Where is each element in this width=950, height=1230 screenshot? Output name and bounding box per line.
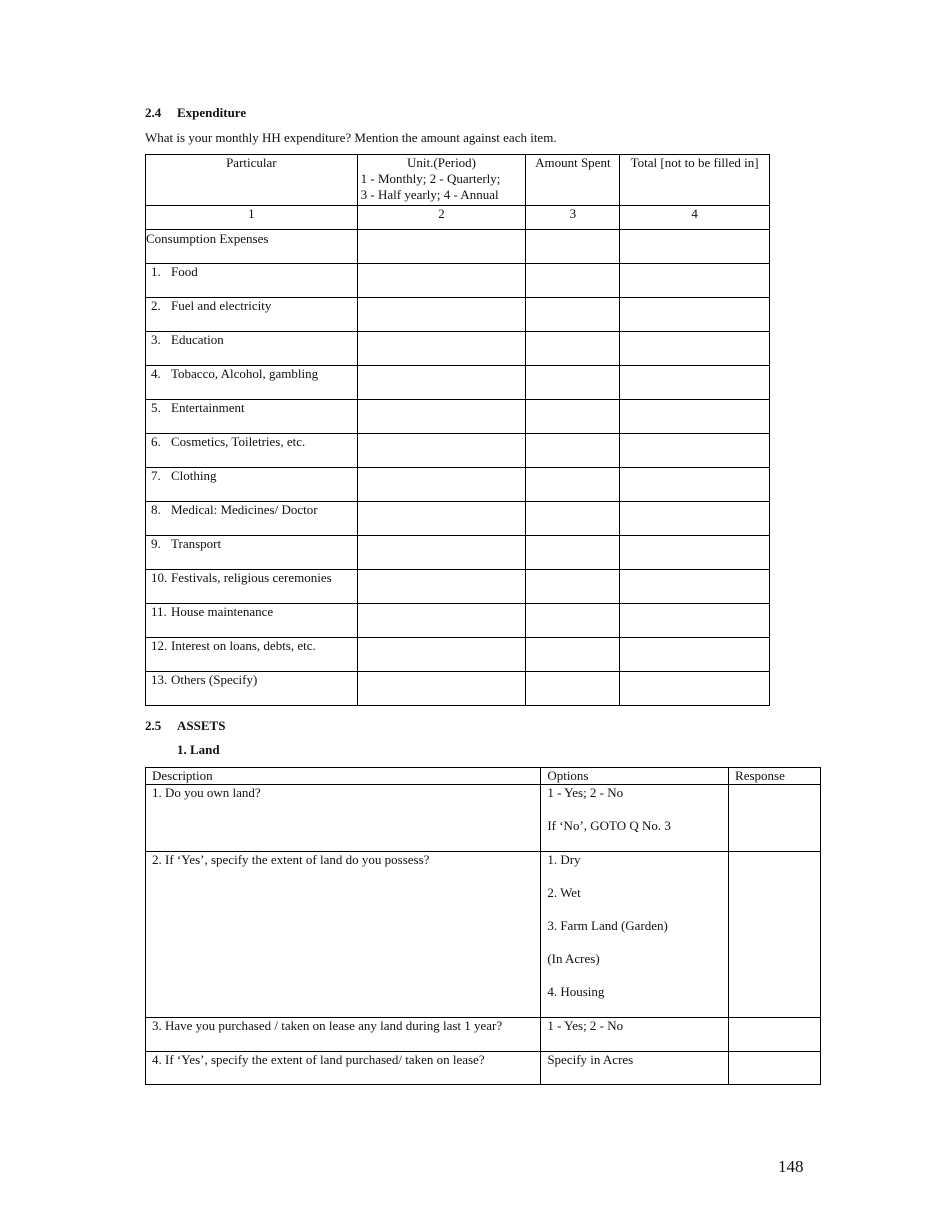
total-cell xyxy=(620,502,770,536)
unit-cell[interactable] xyxy=(357,400,526,434)
unit-cell[interactable] xyxy=(357,536,526,570)
item-label xyxy=(146,536,358,570)
item-label xyxy=(146,502,358,536)
total-cell xyxy=(620,264,770,298)
item-text: Education xyxy=(171,332,224,347)
question-options xyxy=(541,1018,729,1052)
option-line: (In Acres) xyxy=(547,951,600,966)
item-number: 1. xyxy=(151,264,161,279)
item-label xyxy=(146,604,358,638)
column-header-options: Options xyxy=(541,768,729,785)
unit-cell[interactable] xyxy=(357,672,526,706)
question-options xyxy=(541,852,729,1018)
total-cell xyxy=(620,400,770,434)
item-label xyxy=(146,366,358,400)
amount-cell[interactable] xyxy=(526,434,620,468)
table-row xyxy=(146,400,770,434)
amount-cell[interactable] xyxy=(526,230,620,264)
item-number: 9. xyxy=(151,536,161,551)
item-text: Medical: Medicines/ Doctor xyxy=(171,502,318,517)
total-cell xyxy=(620,604,770,638)
item-number: 3. xyxy=(151,332,161,347)
item-number: 11. xyxy=(151,604,167,619)
amount-cell[interactable] xyxy=(526,366,620,400)
total-cell xyxy=(620,638,770,672)
unit-options-line: 1 - Monthly; 2 - Quarterly; xyxy=(360,171,501,186)
unit-options-line: 3 - Half yearly; 4 - Annual xyxy=(360,187,499,202)
item-number: 7. xyxy=(151,468,161,483)
column-number: 4 xyxy=(620,206,770,230)
column-header-amount: Amount Spent xyxy=(526,155,620,206)
column-number-row xyxy=(146,206,770,230)
item-number: 12. xyxy=(151,638,168,653)
table-row xyxy=(146,366,770,400)
question-description: 3. Have you purchased / taken on lease any land during last 1 year? xyxy=(146,1018,541,1052)
question-description: 2. If ‘Yes’, specify the extent of land do you possess? xyxy=(146,852,541,1018)
item-text: Interest on loans, debts, etc. xyxy=(171,638,316,653)
unit-cell[interactable] xyxy=(357,298,526,332)
amount-cell[interactable] xyxy=(526,536,620,570)
unit-cell[interactable] xyxy=(357,366,526,400)
option-line: 3. Farm Land (Garden) xyxy=(547,918,668,933)
section-heading-expenditure xyxy=(145,105,246,121)
item-label xyxy=(146,570,358,604)
table-row xyxy=(146,852,821,1018)
group-label: Consumption Expenses xyxy=(146,230,358,264)
item-label xyxy=(146,434,358,468)
total-cell xyxy=(620,298,770,332)
item-text: Transport xyxy=(171,536,222,551)
item-label xyxy=(146,298,358,332)
subsection-heading-land: 1. Land xyxy=(177,742,220,757)
unit-cell[interactable] xyxy=(357,230,526,264)
item-label xyxy=(146,264,358,298)
section-number: 2.4 xyxy=(145,105,162,120)
question-description: 4. If ‘Yes’, specify the extent of land purchased/ taken on lease? xyxy=(146,1052,541,1085)
column-header-particular: Particular xyxy=(146,155,358,206)
unit-cell[interactable] xyxy=(357,604,526,638)
amount-cell[interactable] xyxy=(526,400,620,434)
table-row xyxy=(146,785,821,852)
table-header-row xyxy=(146,155,770,206)
expenditure-question: What is your monthly HH expenditure? Mention the amount against each item. xyxy=(145,130,557,145)
item-label xyxy=(146,332,358,366)
total-cell xyxy=(620,366,770,400)
unit-cell[interactable] xyxy=(357,638,526,672)
total-cell xyxy=(620,536,770,570)
item-text: Fuel and electricity xyxy=(171,298,272,313)
amount-cell[interactable] xyxy=(526,332,620,366)
group-row xyxy=(146,230,770,264)
table-row xyxy=(146,264,770,298)
table-header-row xyxy=(146,768,821,785)
amount-cell[interactable] xyxy=(526,604,620,638)
unit-cell[interactable] xyxy=(357,502,526,536)
option-line: 1 - Yes; 2 - No xyxy=(547,785,624,800)
total-cell xyxy=(620,332,770,366)
table-row xyxy=(146,502,770,536)
column-number: 1 xyxy=(146,206,358,230)
unit-cell[interactable] xyxy=(357,570,526,604)
response-cell[interactable] xyxy=(729,1018,821,1052)
total-cell xyxy=(620,230,770,264)
unit-cell[interactable] xyxy=(357,468,526,502)
total-cell xyxy=(620,672,770,706)
table-row xyxy=(146,1052,821,1085)
item-label xyxy=(146,400,358,434)
option-line: Specify in Acres xyxy=(547,1052,634,1067)
unit-cell[interactable] xyxy=(357,264,526,298)
question-options xyxy=(541,785,729,852)
section-heading-assets xyxy=(145,718,225,734)
amount-cell[interactable] xyxy=(526,570,620,604)
item-text: Tobacco, Alcohol, gambling xyxy=(171,366,319,381)
response-cell[interactable] xyxy=(729,852,821,1018)
column-number: 2 xyxy=(357,206,526,230)
response-cell[interactable] xyxy=(729,1052,821,1085)
option-line: If ‘No’, GOTO Q No. 3 xyxy=(547,818,671,833)
item-text: Others (Specify) xyxy=(171,672,258,687)
item-text: Festivals, religious ceremonies xyxy=(171,570,332,585)
table-row xyxy=(146,570,770,604)
column-header-total: Total [not to be filled in] xyxy=(620,155,770,206)
question-description: 1. Do you own land? xyxy=(146,785,541,852)
land-table xyxy=(145,767,821,1085)
total-cell xyxy=(620,570,770,604)
response-cell[interactable] xyxy=(729,785,821,852)
section-title: ASSETS xyxy=(177,718,226,733)
section-title: Expenditure xyxy=(177,105,247,120)
item-label xyxy=(146,672,358,706)
amount-cell[interactable] xyxy=(526,298,620,332)
item-number: 13. xyxy=(151,672,168,687)
item-number: 5. xyxy=(151,400,161,415)
table-row xyxy=(146,638,770,672)
item-text: Entertainment xyxy=(171,400,245,415)
table-row xyxy=(146,332,770,366)
amount-cell[interactable] xyxy=(526,502,620,536)
option-line: 4. Housing xyxy=(547,984,605,999)
total-cell xyxy=(620,434,770,468)
column-header-unit xyxy=(357,155,526,206)
question-options xyxy=(541,1052,729,1085)
item-label xyxy=(146,638,358,672)
amount-cell[interactable] xyxy=(526,638,620,672)
item-text: House maintenance xyxy=(171,604,274,619)
option-line: 1. Dry xyxy=(547,852,581,867)
amount-cell[interactable] xyxy=(526,264,620,298)
unit-cell[interactable] xyxy=(357,434,526,468)
item-text: Cosmetics, Toiletries, etc. xyxy=(171,434,306,449)
page-number: 148 xyxy=(778,1157,804,1176)
total-cell xyxy=(620,468,770,502)
item-text: Clothing xyxy=(171,468,217,483)
item-number: 6. xyxy=(151,434,161,449)
table-row xyxy=(146,1018,821,1052)
column-number: 3 xyxy=(526,206,620,230)
item-text: Food xyxy=(171,264,198,279)
section-number: 2.5 xyxy=(145,718,162,733)
unit-label: Unit.(Period) xyxy=(407,155,477,170)
table-row xyxy=(146,468,770,502)
amount-cell[interactable] xyxy=(526,672,620,706)
amount-cell[interactable] xyxy=(526,468,620,502)
item-number: 10. xyxy=(151,570,168,585)
item-number: 8. xyxy=(151,502,161,517)
unit-cell[interactable] xyxy=(357,332,526,366)
table-row xyxy=(146,604,770,638)
expenditure-table xyxy=(145,154,770,706)
item-number: 2. xyxy=(151,298,161,313)
table-row xyxy=(146,672,770,706)
table-row xyxy=(146,298,770,332)
item-label xyxy=(146,468,358,502)
column-header-description: Description xyxy=(146,768,541,785)
table-row xyxy=(146,434,770,468)
column-header-response: Response xyxy=(729,768,821,785)
option-line: 1 - Yes; 2 - No xyxy=(547,1018,624,1033)
table-row xyxy=(146,536,770,570)
item-number: 4. xyxy=(151,366,161,381)
option-line: 2. Wet xyxy=(547,885,581,900)
